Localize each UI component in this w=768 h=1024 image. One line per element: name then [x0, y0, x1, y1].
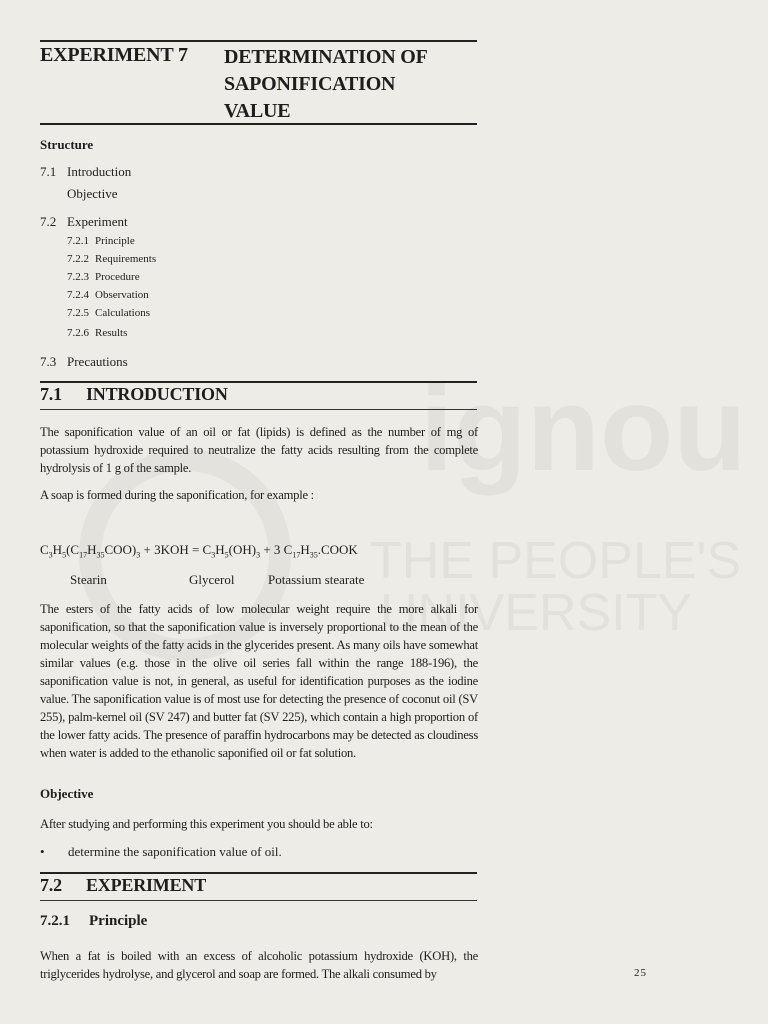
toc-num: 7.2: [40, 214, 57, 229]
objective-bullet: [40, 844, 282, 860]
equation-label-stearin: Stearin: [70, 572, 107, 587]
toc-item-objective: [40, 186, 118, 202]
toc-subitem-principle: [67, 235, 135, 247]
toc-item-introduction: [40, 164, 131, 180]
toc-num: 7.1: [40, 164, 57, 179]
title-line-2: SAPONIFICATION: [224, 73, 396, 95]
watermark-line-1: THE PEOPLE'S: [370, 532, 742, 590]
subsection-title: Principle: [89, 913, 148, 929]
section-7-1-bottom-rule: [40, 409, 477, 410]
toc-subnum: 7.2.1: [67, 235, 89, 247]
section-title: EXPERIMENT: [86, 875, 207, 895]
toc-subnum: 7.2.4: [67, 289, 89, 301]
page-number: 25: [634, 967, 647, 979]
toc-label: Experiment: [67, 214, 128, 229]
experiment-number: EXPERIMENT 7: [40, 44, 188, 66]
section-7-1-heading: [40, 384, 228, 405]
section-num: 7.2: [40, 875, 62, 895]
toc-subnum: 7.2.6: [67, 327, 89, 339]
watermark-logo-text: ignou: [420, 362, 747, 496]
objective-heading: Objective: [40, 786, 94, 801]
intro-paragraph-3: The esters of the fatty acids of low molecular weight require the more alkali for saponification, so that the saponification value is inversely proportional to the mean of the molecular weights of the fatty acids in the glycerides present. As many oils have somewhat similar values (e.g. those in the olive oil series fall within the range 188-196), the saponification value is not, in general, as useful for identification purposes as the iodine value. The saponification value is of most use for detecting the presence of coconut oil (SV 255), palm-kernel oil (SV 247) and butter fat (SV 225), which contain a high proportion of the lower fatty acids. The presence of paraffin hydrocarbons may be detected as cloudiness when water is added to the ethanolic saponified oil or fat solution.: [40, 602, 478, 760]
intro-paragraph-2: A soap is formed during the saponification, for example :: [40, 488, 314, 502]
header-bottom-rule: [40, 123, 477, 125]
toc-label: Precautions: [67, 354, 128, 369]
watermark-line-2: UNIVERSITY: [380, 584, 693, 642]
title-line-3: VALUE: [224, 100, 291, 122]
toc-sublabel: Results: [95, 327, 128, 339]
structure-heading: Structure: [40, 137, 94, 152]
subsection-7-2-1-heading: [40, 913, 147, 930]
toc-subnum: 7.2.5: [67, 307, 89, 319]
bullet-dot: •: [40, 844, 45, 859]
equation-label-glycerol: Glycerol: [189, 572, 235, 587]
experiment-title: [224, 44, 428, 125]
toc-subitem-procedure: [67, 271, 140, 283]
toc-item-experiment: [40, 214, 128, 230]
section-title: INTRODUCTION: [86, 384, 228, 404]
toc-label: Introduction: [67, 164, 132, 179]
section-7-2-bottom-rule: [40, 900, 477, 901]
toc-label: Objective: [67, 186, 118, 201]
toc-sublabel: Requirements: [95, 253, 157, 265]
section-7-2-heading: [40, 875, 206, 896]
toc-sublabel: Observation: [95, 289, 149, 301]
toc-subitem-calculations: [67, 307, 150, 319]
toc-subnum: 7.2.3: [67, 271, 89, 283]
section-num: 7.1: [40, 384, 62, 404]
bullet-text: determine the saponification value of oil.: [68, 844, 282, 859]
toc-subitem-observation: [67, 289, 149, 301]
section-7-2-top-rule: [40, 872, 477, 874]
title-line-1: DETERMINATION OF: [224, 46, 428, 68]
objective-text: After studying and performing this experiment you should be able to:: [40, 817, 373, 831]
equation-label-potassium-stearate: Potassium stearate: [268, 572, 365, 587]
saponification-equation: $C_3H_5(C_{17}H_{35}COO)_3 + 3KOH = C_3H_5(OH)_3 + 3$ $C_{17}H_{35}.COOK$: [40, 542, 358, 560]
section-7-1-top-rule: [40, 381, 477, 383]
header-top-rule: [40, 40, 477, 42]
intro-paragraph-1: The saponification value of an oil or fat (lipids) is defined as the number of mg of potassium hydroxide required to neutralize the fatty acids resulting from the complete hydrolysis of 1 g of the sample.: [40, 425, 478, 475]
toc-subitem-requirements: [67, 253, 156, 265]
toc-sublabel: Calculations: [95, 307, 150, 319]
principle-paragraph: When a fat is boiled with an excess of alcoholic potassium hydroxide (KOH), the triglycerides hydrolyse, and glycerol and soap are formed. The alkali consumed by: [40, 949, 478, 981]
toc-num: 7.3: [40, 354, 57, 369]
toc-sublabel: Procedure: [95, 271, 140, 283]
toc-item-precautions: [40, 354, 128, 370]
subsection-num: 7.2.1: [40, 913, 70, 929]
toc-subitem-results: [67, 327, 127, 339]
toc-sublabel: Principle: [95, 235, 135, 247]
toc-subnum: 7.2.2: [67, 253, 89, 265]
